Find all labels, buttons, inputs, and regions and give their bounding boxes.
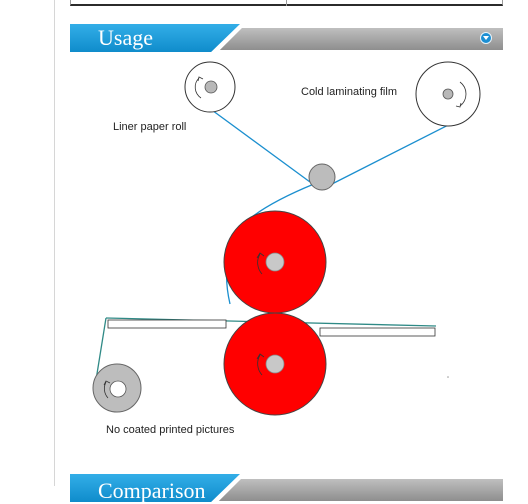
upper-red-roller: [224, 211, 326, 313]
next-section-title: Comparison: [98, 478, 206, 503]
picture-sheet-right: [320, 328, 435, 336]
usage-section-header[interactable]: [70, 24, 503, 52]
cold-laminating-film-roll: [416, 62, 480, 126]
liner-paper-roll-label: Liner paper roll: [113, 121, 187, 133]
picture-sheet-left: [108, 320, 226, 328]
table-divider: [286, 0, 287, 6]
usage-section-title: Usage: [98, 25, 153, 50]
chevron-down-icon[interactable]: [480, 32, 492, 44]
printed-pictures-roll: [93, 364, 141, 412]
page-left-border: [54, 0, 55, 486]
lower-red-roller: [224, 313, 326, 415]
usage-diagram: [70, 52, 503, 472]
lamination-diagram-svg: [70, 52, 503, 472]
liner-paper-roll: [185, 62, 235, 112]
next-section-header[interactable]: [70, 474, 503, 503]
guide-roller: [309, 164, 335, 190]
header-blue-tab: [70, 24, 240, 52]
previous-section-bottom: [70, 0, 503, 6]
cold-laminating-film-label: Cold laminating film: [301, 86, 397, 98]
stray-dot: [447, 376, 449, 378]
printed-pictures-label: No coated printed pictures: [106, 424, 235, 436]
